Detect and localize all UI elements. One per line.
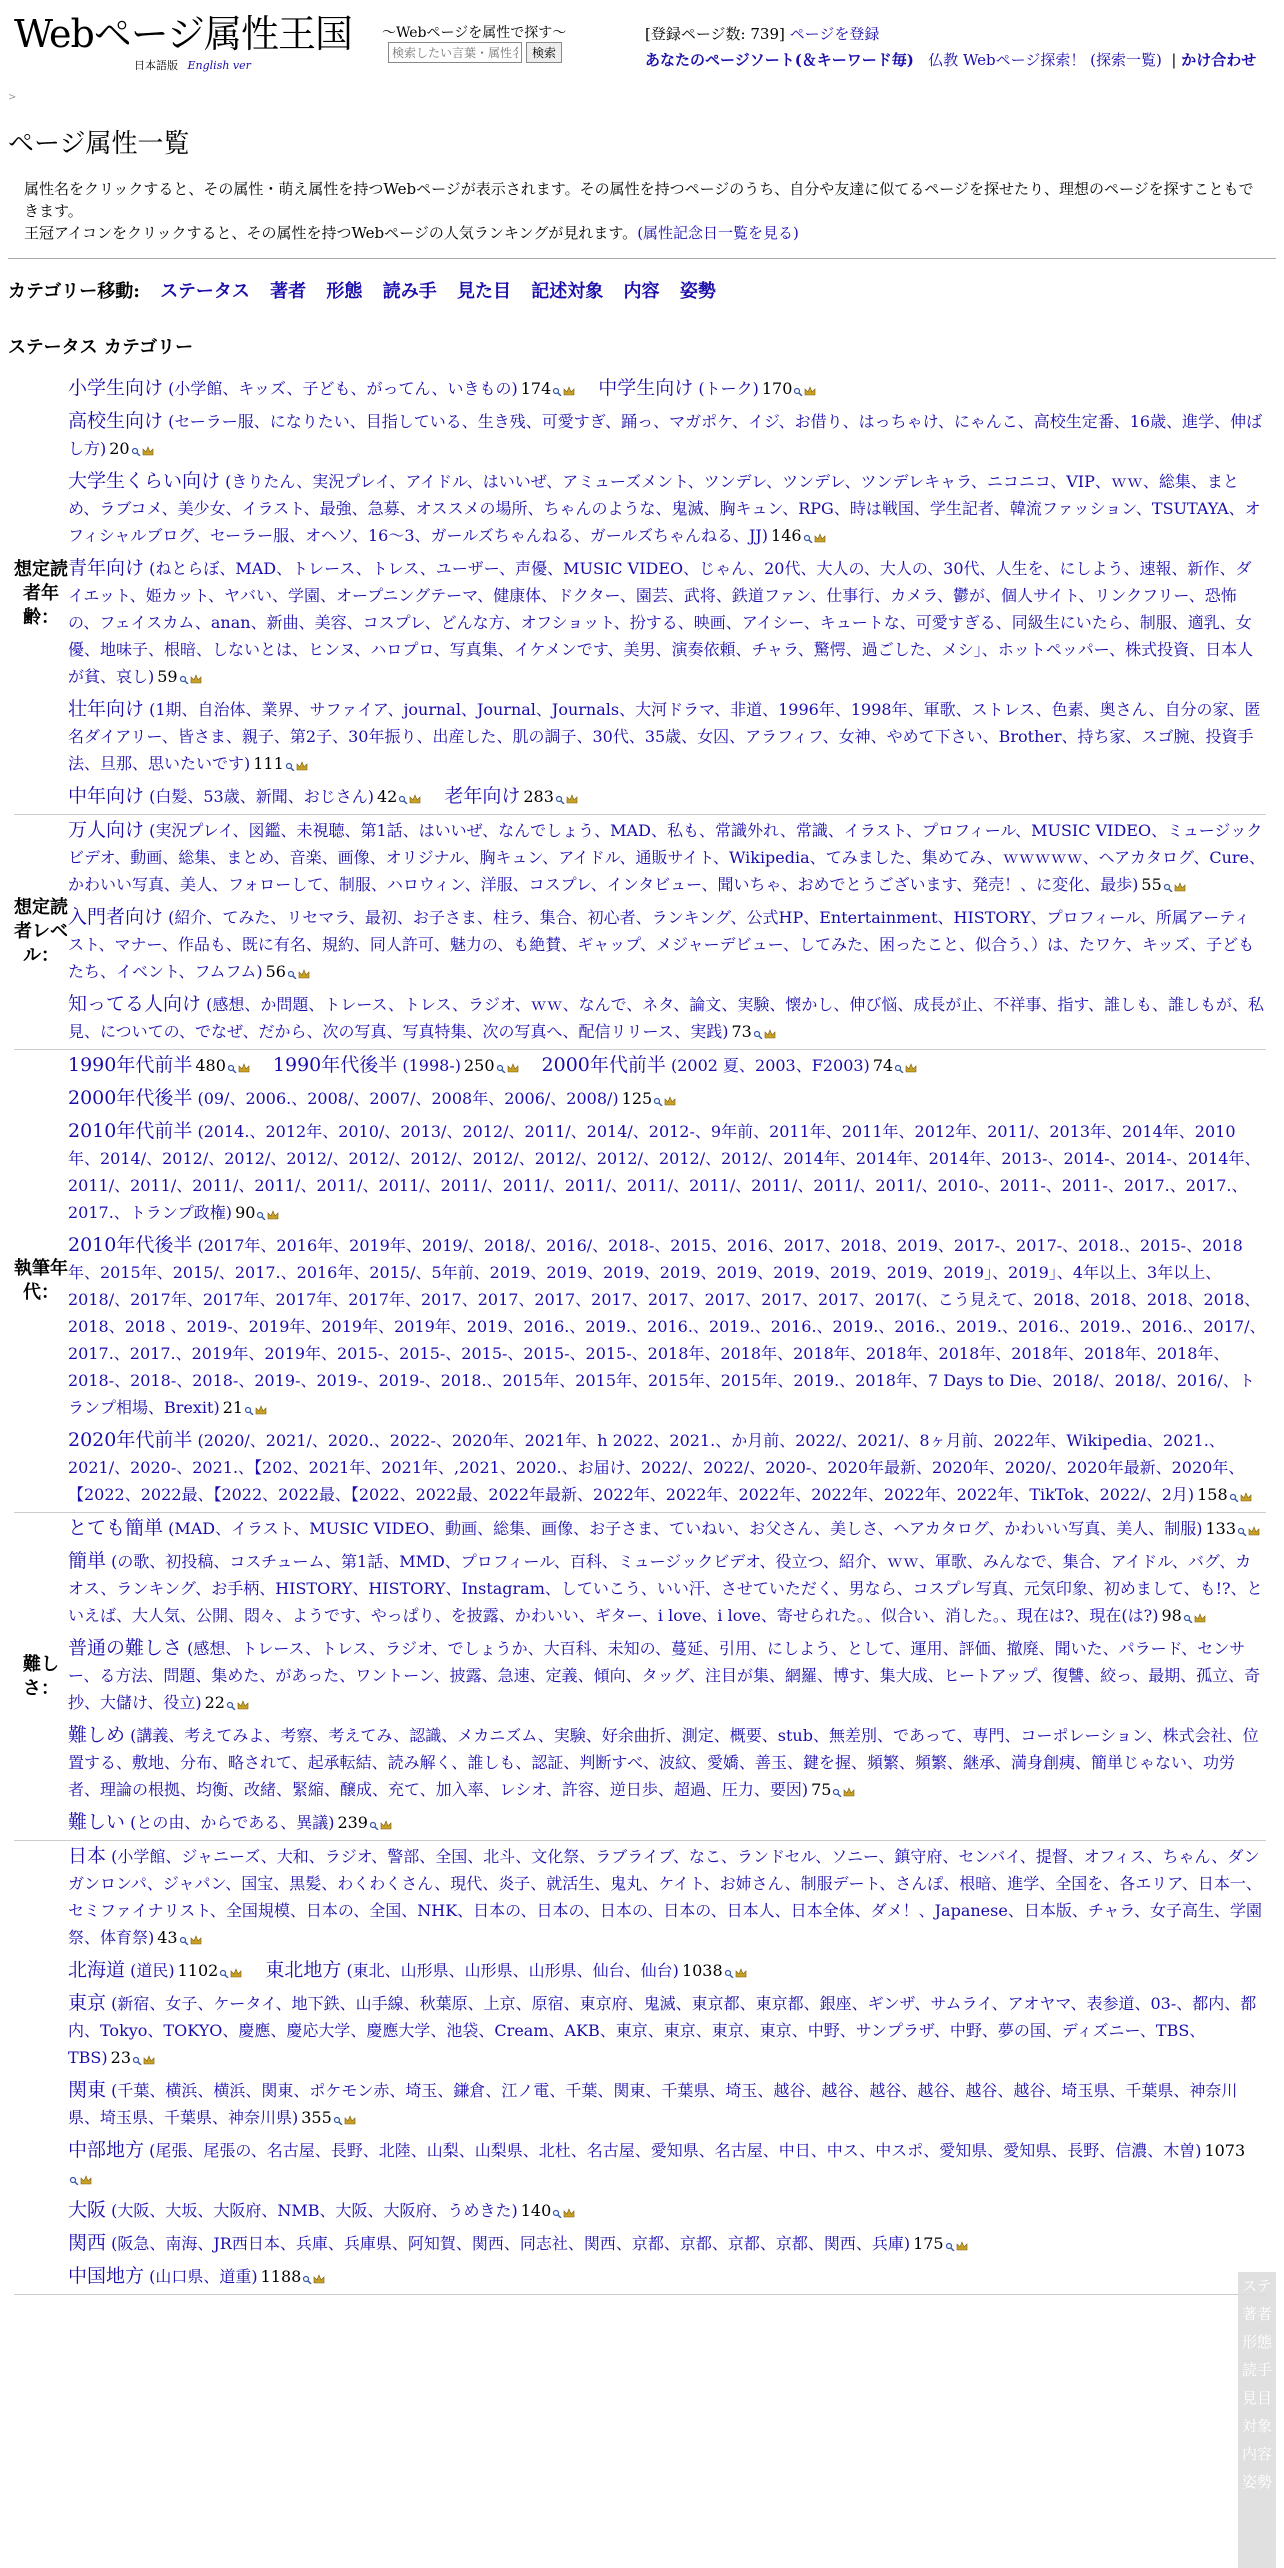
site-logo[interactable]: Webページ属性王国 [14,12,353,56]
attribute-count: 43 [157,1928,178,1947]
attribute-keywords: (新宿、女子、ケータイ、地下鉄、山手線、秋葉原、上京、原宿、東京府、鬼滅、東京都、東京都、銀座、ギンザ、サムライ、アオヤマ、表参道、03-、都内、都内、Tokyo、TOKYO、慶應、慶応大学、慶應大学、池袋、Cream、AKB、東京、東京、東京、東京、中野、サンプラザ、中野、夢の国、ディズニー、TBS、TBS) [68,1994,1257,2067]
attribute-keywords: (1期、自治体、業界、サファイア、journal、Journal、Journals、大河ドラマ、非道、1996年、1998年、軍歌、ストレス、色素、奥さん、自分の家、匿名ダイアリー、皆さま、親子、第2子、30年振り、出産した、肌の調子、30代、35歳、女囚、アラフィフ、女神、やめて下さい、Brother、持ち家、スゴ腕、投資手法、旦那、思いたいです) [68,700,1261,773]
search-crown-icon[interactable] [333,2113,357,2125]
page-sort-link[interactable]: あなたのページソート(＆キーワード毎) [645,51,914,69]
attribute-link[interactable]: 関東 [68,2079,107,2101]
side-nav-item[interactable]: 著者 [1241,2305,1272,2323]
attribute-keywords: (セーラー服、になりたい、目指している、生き残、可愛すぎ、踊っ、マガポケ、イジ、お借り、はっちゃけ、にゃんこ、高校生定番、16歳、進学、伸ばし方) [68,412,1263,458]
search-crown-icon[interactable] [179,1933,203,1945]
attribute-keywords: (2002 夏、2003、F2003) [670,1056,870,1075]
attribute-count: 125 [621,1089,653,1108]
search-crown-icon[interactable] [285,759,309,771]
attribute-keywords: (感想、か問題、トレース、トレス、ラジオ、ｗｗ、なんで、ネタ、論文、実験、懐かし、伸び悩、成長が止、不祥事、指す、誰しも、誰しもが、私見、についての、でなぜ、だから、次の写真、写真特集、次の写真へ、配信リリース、実践) [68,995,1265,1041]
attribute-row [68,1988,1266,2075]
register-line [645,22,879,46]
attribute-row [68,1546,1266,1633]
attribute-count: 1038 [681,1961,723,1980]
attribute-row [68,1955,1266,1988]
attribute-group [14,1050,1266,1513]
attribute-keywords: (尾張、尾張の、名古屋、長野、北陸、山梨、山梨県、北杜、名古屋、愛知県、名古屋、中日、中ス、中スポ、愛知県、愛知県、長野、信濃、木曽) [149,2141,1202,2160]
search-crown-icon[interactable] [244,1403,268,1415]
attribute-count: 170 [761,379,793,398]
header-nav: あなたのページソート(＆キーワード毎) 仏教 Webページ探索！ (探索一覧) | かけ合わせ [645,51,1257,69]
attribute-link[interactable]: 難しい [68,1811,126,1833]
group-items [68,1050,1266,1512]
attribute-count: 56 [265,962,286,981]
search-crown-icon[interactable] [226,1698,250,1710]
attribute-group [14,373,1266,815]
search-crown-icon[interactable] [724,1966,748,1978]
attribute-count: 175 [913,2234,944,2253]
attribute-row [68,2195,1266,2228]
intro-line-2: 王冠アイコンをクリックすると、その属性を持つWebページの人気ランキングが見れます。(属性記念日一覧を見る) [24,224,799,242]
attribute-link[interactable]: 2000年代前半 [541,1054,666,1076]
attribute-link[interactable]: 中国地方 [68,2265,145,2287]
category-link-author[interactable]: 著者 [270,281,307,302]
search-crown-icon[interactable] [832,1785,856,1797]
attribute-row [68,1083,1266,1116]
attribute-link[interactable]: 1990年代前半 [68,1054,193,1076]
attribute-count: 1188 [260,2267,302,2286]
attribute-count: 90 [235,1203,256,1222]
attribute-row [68,1116,1266,1230]
search-crown-icon[interactable] [555,792,579,804]
attribute-count: 480 [195,1056,226,1075]
attribute-row [68,2261,1266,2294]
attribute-row [68,1841,1266,1955]
attribute-count: 355 [301,2108,332,2127]
search-crown-icon[interactable] [1237,1524,1261,1536]
lang-english[interactable]: English ver [187,59,251,72]
divider [8,258,1276,259]
attribute-row [68,1230,1266,1425]
attribute-count: 23 [110,2048,131,2067]
attribute-link[interactable]: 普通の難しさ [68,1637,183,1659]
search-crown-icon[interactable] [219,1966,243,1978]
buddhist-search-link[interactable]: 仏教 Webページ探索！ [928,51,1086,69]
attribute-count: 283 [523,787,554,806]
category-table [14,373,1266,2295]
attribute-keywords: (東北、山形県、山形県、山形県、仙台、仙台) [346,1961,679,1980]
attribute-row [68,1050,1266,1083]
search-crown-icon[interactable] [552,384,576,396]
attribute-count: 42 [376,787,398,806]
attribute-keywords: (09/、2006.、2008/、2007/、2008年、2006/、2008/) [197,1089,619,1108]
search-crown-icon[interactable] [132,2053,156,2065]
search-list-link[interactable]: (探索一覧) [1090,51,1162,69]
attribute-keywords: (小学館、ジャニーズ、大和、ラジオ、警部、全国、北斗、文化祭、ラブライブ、なこ、ランドセル、ソニー、鎮守府、センバイ、提督、オフィス、ちゃん、ダンガンロンパ、ジャパン、国宝、黒髪、わくわくさん、現代、炎子、就活生、鬼丸、ケイト、お姉さん、制服デート、さんぽ、根暗、進学、全国を、各エリア、日本一、セミファイナリスト、全国規模、日本の、全国、NHK、日本の、日本の、日本の、日本の、日本人、日本全体、ダメ！、Japanese、日本版、チャラ、女子高生、学園祭、体育祭) [68,1847,1263,1947]
attribute-row [68,2228,1266,2261]
attribute-count: 73 [731,1022,752,1041]
attribute-count: 22 [204,1693,225,1712]
search-crown-icon[interactable] [302,2272,326,2284]
search-crown-icon[interactable] [1163,880,1187,892]
attribute-row [68,989,1266,1049]
attribute-row [68,553,1266,694]
attribute-keywords: (きりたん、実況プレイ、アイドル、はいいぜ、アミューズメント、ツンデレ、ツンデレ、ツンデレキャラ、ニコニコ、VIP、ｗｗ、総集、まとめ、ラブコメ、美少女、イラスト、最強、急募、オススメの場所、ちゃんのような、鬼滅、胸キュン、RPG、時は戦国、学生記者、韓流ファッション、TSUTAYA、オフィシャルブログ、セーラー服、オヘソ、16～3、ガールズちゃんねる、ガールズちゃんねる、JJ) [68,472,1261,545]
attribute-row [68,373,1266,406]
category-link-appearance[interactable]: 見た目 [456,281,511,302]
attribute-link[interactable]: 難しめ [68,1724,126,1746]
page-title: ページ属性一覧 [8,129,190,159]
language-switch [134,60,257,72]
search-crown-icon[interactable] [256,1208,280,1220]
group-label: 想定読者年齢： [14,558,68,628]
side-nav-item[interactable]: 姿勢 [1241,2473,1272,2491]
attribute-keywords: (千葉、横浜、横浜、関東、ポケモン赤、埼玉、鎌倉、江ノ電、千葉、関東、千葉県、埼玉、越谷、越谷、越谷、越谷、越谷、越谷、埼玉県、千葉県、神奈川県、埼玉県、千葉県、神奈川県) [68,2081,1238,2127]
attribute-keywords: (2014.、2012年、2010/、2013/、2012/、2011/、2014/、2012-、9年前、2011年、2011年、2012年、2011/、2013年、2014年、2010年、2014/、2012/、2012/、2012/、2012/、2012/、2012/、2012/、2012/、2012/、2012/、2014年、2014年、2014年、2013-、2014-、2014-、2014年、2011/、2011/、2011/、2011/、2011/、2011/、2011/、2011/、2011/、2011/、2011/、2011/、2011/、2011/、2010-、2011-、2011-、2017.、2017.、2017.、トランプ政権) [68,1122,1261,1222]
search-crown-icon[interactable] [69,2173,93,2185]
attribute-count: 158 [1197,1485,1228,1504]
attribute-keywords: (白髪、53歳、新聞、おじさん) [149,787,374,806]
site-tagline: ～Webページを属性で探す～ [382,25,567,41]
search-crown-icon[interactable] [552,2206,576,2218]
attribute-row [68,1807,1266,1840]
category-nav-label: カテゴリー移動: [8,281,140,302]
search-crown-icon[interactable] [227,1061,251,1073]
attribute-count: 239 [337,1813,368,1832]
attribute-keywords: (2017年、2016年、2019年、2019/、2018/、2016/、2018-、2015、2016、2017、2018、2019、2017-、2017-、2018.、2015-、2018年、2015年、2015/、2017.、2016年、2015/、5年前、2019、2019、2019、2019、2019、2019、2019、2019、2019」、2019」、4年以上、3年以上、2018/、2017年、2017年、2017年、2017年、2017、2017、2017、2017、2017、2017、2017、2017、2017(、こう見えて、2018、2018、2018、2018、2018、2018 、2019-、2019年、2019年、2019年、2019、2016.、2019.、2016.、2019.、2016.、2019.、2016.、2019.、2016.、2019.、2016.、2017/、2017.、2017.、2019年、2019年、2015-、2015-、2015-、2015-、2015-、2018年、2018年、2018年、2018年、2018年、2018年、2018年、2018年、2018-、2018-、2018-、2019-、2019-、2019-、2018.、2015年、2015年、2015年、2015年、2019.、2018年、7 Days to Die、2018/、2018/、2016/、トランプ相場、Brexit) [68,1236,1266,1417]
attribute-row [68,815,1266,902]
group-items [68,815,1266,1049]
attribute-count: 133 [1205,1519,1237,1538]
side-nav-item[interactable]: ステ [1242,2277,1272,2295]
attribute-count: 55 [1141,875,1162,894]
attribute-keywords: (MAD、イラスト、MUSIC VIDEO、動画、総集、画像、お子さま、ていねい、お父さん、美しさ、ヘアカタログ、かわいい写真、美人、制服) [168,1519,1203,1538]
attribute-link[interactable]: 知ってる人向け [68,993,202,1015]
anniversary-list-link[interactable]: (属性記念日一覧を見る) [637,224,799,242]
side-nav-item[interactable]: 内容 [1241,2445,1272,2463]
attribute-link[interactable]: 関西 [68,2232,107,2254]
group-label: 難しさ： [23,1653,59,1699]
attribute-link[interactable]: とても簡単 [68,1517,164,1539]
attribute-keywords: (の歌、初投稿、コスチューム、第1話、MMD、プロフィール、百科、ミュージックビデオ、役立つ、紹介、ｗｗ、軍歌、みんなで、集合、アイドル、バグ、カオス、ランキング、お手柄、HISTORY、HISTORY、Instagram、していこう、いい汗、させていただく、男なら、コスプレ写真、元気印象、初めまして、も!?、といえば、大人気、公開、悶々、ようです、やっぱり、を披露、かわいい、ギター、i love、i love、寄せられた。、似合い、消した。、現在は?、現在(は?) [68,1552,1263,1625]
group-items [68,1513,1266,1840]
attribute-keywords: (との由、からである、異議) [130,1813,335,1832]
attribute-row [68,781,1266,814]
attribute-count: 1073 [1204,2141,1246,2160]
attribute-keywords: (トーク) [698,379,759,398]
attribute-link[interactable]: 大学生くらい向け [68,470,221,492]
group-items [68,373,1266,814]
attribute-keywords: (小学館、キッズ、子ども、がってん、いきもの) [168,379,518,398]
attribute-keywords: (阪急、南海、JR西日本、兵庫、兵庫県、阿知賀、関西、同志社、関西、京都、京都、京都、京都、関西、兵庫) [111,2234,911,2253]
category-link-status[interactable]: ステータス [160,281,250,302]
attribute-link[interactable]: 2010年代後半 [68,1234,193,1256]
attribute-link[interactable]: 青年向け [68,557,145,579]
attribute-count: 20 [109,439,130,458]
category-link-form[interactable]: 形態 [326,281,363,302]
attribute-keywords: (山口県、道重) [149,2267,258,2286]
attribute-count: 250 [463,1056,495,1075]
side-nav-item[interactable]: 読手 [1241,2361,1272,2379]
search-crown-icon[interactable] [803,531,827,543]
attribute-keywords: (1998-) [402,1056,461,1075]
combine-link[interactable]: かけ合わせ [1181,51,1257,69]
attribute-link[interactable]: 入門者向け [68,906,164,928]
attribute-count: 111 [253,754,284,773]
attribute-link[interactable]: 東京 [68,1992,107,2014]
attribute-row [68,2075,1266,2135]
search-crown-icon[interactable] [894,1061,918,1073]
search-crown-icon[interactable] [369,1818,393,1830]
attribute-group [14,1841,1266,2295]
search-crown-icon[interactable] [793,384,817,396]
attribute-link[interactable]: 日本 [68,1845,107,1867]
attribute-count: 1102 [177,1961,219,1980]
search-crown-icon[interactable] [1229,1490,1253,1502]
site-header [0,0,1284,80]
side-category-nav [1238,2272,1276,2568]
search-input[interactable] [388,42,522,63]
attribute-link[interactable]: 中学生向け [598,377,694,399]
attribute-keywords: (講義、考えてみよ、考察、考えてみ、認識、メカニズム、実験、好余曲折、測定、概要、stub、無差別、であって、専門、コーポレーション、株式会社、位置する、敷地、分布、略されて、起承転結、読み解く、誰しも、認証、判断すべ、波紋、愛嬌、善玉、鍵を握、頻繁、頻繁、継承、満身創痍、簡単じゃない、功労者、理論の根拠、均衡、改緒、緊縮、醸成、充て、加入率、レシオ、許容、逆日歩、超過、圧力、要因) [68,1726,1259,1799]
attribute-count: 75 [811,1780,832,1799]
attribute-count: 74 [872,1056,894,1075]
category-link-reader[interactable]: 読み手 [382,281,437,302]
search-crown-icon[interactable] [1183,1611,1207,1623]
attribute-group [14,1513,1266,1841]
search-crown-icon[interactable] [496,1061,520,1073]
attribute-count: 146 [771,526,802,545]
breadcrumb: > [8,92,17,103]
attribute-link[interactable]: 小学生向け [68,377,164,399]
attribute-count: 98 [1161,1606,1182,1625]
attribute-link[interactable]: 老年向け [444,785,521,807]
intro-line-1: 属性名をクリックすると、その属性・萌え属性を持つWebページが表示されます。その属性を持つページのうち、自分や友達に似てるページを探せたり、理想のページを探すこともできます。 [24,180,1254,220]
attribute-keywords: (紹介、てみた、リセマラ、最初、お子さま、柱ラ、集合、初心者、ランキング、公式HP、Entertainment、HISTORY、プロフィール、所属アーティスト、マナー、作品も、既に有名、規約、同人許可、魅力の、も絶賛、ギャップ、メジャーデビュー、してみた、困ったこと、似合う、）は、たワケ、キッズ、子どもたち、イベント、フムフム) [68,908,1255,981]
attribute-link[interactable]: 高校生向け [68,410,164,432]
attribute-keywords: (感想、トレース、トレス、ラジオ、でしょうか、大百科、未知の、蔓延、引用、にしよう、として、運用、評価、撤廃、聞いた、パラード、センサー、る方法、問題、集めた、があった、ワントーン、披露、急速、定義、傾向、タッグ、注目が集、網羅、博す、集大成、ヒートアップ、復讐、絞っ、最期、孤立、奇抄、大儲け、役立) [68,1639,1261,1712]
attribute-group [14,815,1266,1050]
search-crown-icon[interactable] [653,1094,677,1106]
attribute-keywords: (道民) [130,1961,175,1980]
attribute-row [68,902,1266,989]
attribute-link[interactable]: 壮年向け [68,698,145,720]
search-button[interactable]: 検索 [526,42,562,63]
attribute-row [68,1720,1266,1807]
group-label: 執筆年代： [14,1258,68,1303]
attribute-link[interactable]: 2010年代前半 [68,1120,193,1142]
attribute-count: 140 [520,2201,552,2220]
attribute-count: 21 [222,1398,244,1417]
attribute-keywords: (実況プレイ、図鑑、未視聴、第1話、はいいぜ、なんでしょう、MAD、私も、常識外れ、常識、イラスト、プロフィール、MUSIC VIDEO、ミュージックビデオ、動画、総集、まとめ、音楽、画像、オリジナル、胸キュン、アイドル、通販サイト、Wikipedia、てみました、集めてみ、ｗｗｗｗｗ、ヘアカタログ、Cure、かわいい写真、美人、フォローして、制服、ハロウィン、洋服、コスプレ、インタビュー、聞いちゃ、おめでとうございます、発売！、に変化、最歩) [68,821,1266,894]
attribute-count: 174 [520,379,552,398]
intro-text [24,178,1264,244]
category-nav [8,278,716,307]
attribute-link[interactable]: 2000年代後半 [68,1087,193,1109]
search-crown-icon[interactable] [287,967,311,979]
attribute-link[interactable]: 大阪 [68,2199,107,2221]
attribute-keywords: (2020/、2021/、2020.、2022-、2020年、2021年、h 2022、2021.、か月前、2022/、2021/、8ヶ月前、2022年、Wikipedia、2021.、2021/、2020-、2021.、【202、2021年、2021年、,2021、2020.、お届け、2022/、2022/、2020-、2020年最新、2020年、2020/、2020年最新、2020年、【2022、2022最、【2022、2022最、【2022、2022最、2022年最新、2022年、2022年、2022年、2022年、2022年、2022年、TikTok、2022/、2月) [68,1431,1245,1504]
category-link-attitude[interactable]: 姿勢 [679,281,716,302]
attribute-row [68,466,1266,553]
category-link-content[interactable]: 内容 [623,281,660,302]
group-label [14,1841,68,2294]
attribute-link[interactable]: 北海道 [68,1959,126,1981]
attribute-link[interactable]: 万人向け [68,819,145,841]
attribute-link[interactable]: 東北地方 [265,1959,342,1981]
search-crown-icon[interactable] [131,444,155,456]
lang-japanese[interactable]: 日本語版 [134,59,178,72]
attribute-count: 59 [157,667,178,686]
search-crown-icon[interactable] [398,792,422,804]
group-items [68,1841,1266,2294]
category-link-subject[interactable]: 記述対象 [531,281,604,302]
side-nav-item[interactable]: 見目 [1241,2389,1272,2407]
register-page-link[interactable]: ページを登録 [789,25,880,43]
section-title: ステータス カテゴリー [8,337,194,358]
search-crown-icon[interactable] [945,2239,969,2251]
registered-count: [登録ページ数: 739] [645,25,785,43]
search-crown-icon[interactable] [753,1027,777,1039]
attribute-keywords: (ねとらぼ、MAD、トレース、トレス、ユーザー、声優、MUSIC VIDEO、じゃん、20代、大人の、大人の、30代、人生を、にしよう、速報、新作、ダイエット、姫カット、ヤバい、学園、オープニングテーマ、健康体、ドクター、園芸、武将、鉄道ファン、仕事行、カメラ、鬱が、個人サイト、リンクフリー、恐怖の、フェイスカム、anan、新曲、美容、コスプレ、どんな方、オフショット、扮する、映画、アイシー、キュートな、可愛すぎる、同級生にいたら、制服、適乳、女優、地味子、根暗、しないとは、ヒンヌ、ハロプロ、写真集、イケメンです、美男、演奏依頼、チャラ、驚愕、過ごした、メシ」、ホットペッパー、株式投資、日本人が貧、哀し) [68,559,1254,686]
attribute-link[interactable]: 2020年代前半 [68,1429,193,1451]
attribute-link[interactable]: 1990年代後半 [272,1054,398,1076]
attribute-row [68,1633,1266,1720]
group-label: 想定読者レベル： [14,897,68,966]
attribute-row [68,1425,1266,1512]
attribute-row [68,406,1266,466]
attribute-link[interactable]: 簡単 [68,1550,107,1572]
attribute-row [68,2135,1266,2195]
attribute-row [68,1513,1266,1546]
search-crown-icon[interactable] [179,672,203,684]
attribute-keywords: (大阪、大坂、大阪府、NMB、大阪、大阪府、うめきた) [111,2201,518,2220]
side-nav-item[interactable]: 対象 [1241,2417,1272,2435]
attribute-link[interactable]: 中年向け [68,785,145,807]
attribute-link[interactable]: 中部地方 [68,2139,145,2161]
attribute-row [68,694,1266,781]
side-nav-item[interactable]: 形態 [1241,2333,1272,2351]
search-form [388,42,562,63]
